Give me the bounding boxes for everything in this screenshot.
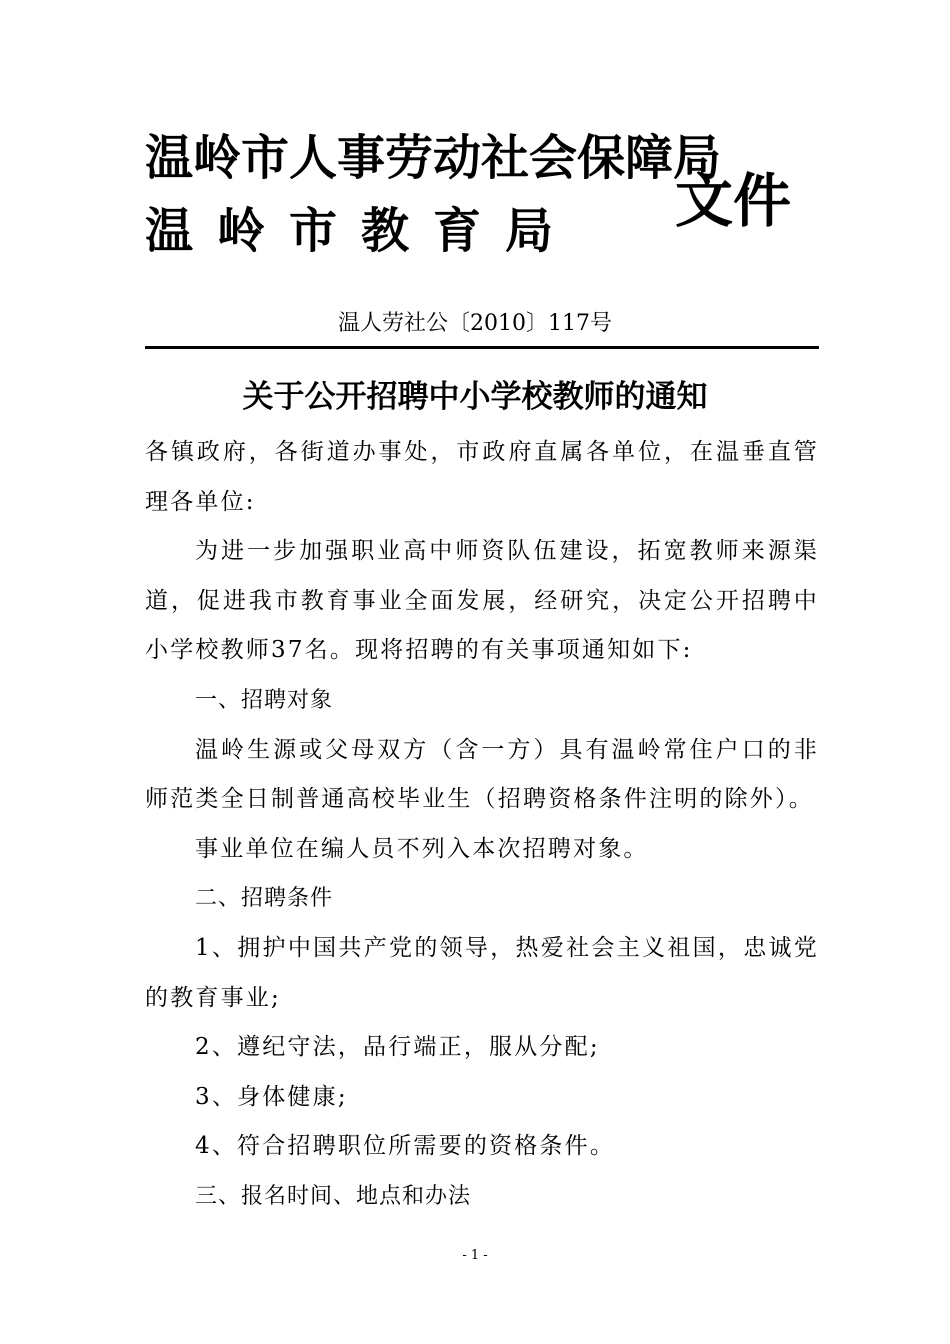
section-2-heading: 二、招聘条件 (195, 886, 334, 912)
section-1-paragraph: 事业单位在编人员不列入本次招聘对象。 (195, 835, 649, 862)
header-divider (145, 346, 819, 349)
condition-item: 3、身体健康; (195, 1083, 348, 1110)
document-body (145, 428, 819, 1222)
section-1-paragraph: 温岭生源或父母双方（含一方）具有温岭常住户口的非师范类全日制普通高校毕业生（招聘资格条件注明的除外）。 (145, 736, 819, 813)
condition-item: 1、拥护中国共产党的领导，热爱社会主义祖国，忠诚党的教育事业; (145, 934, 819, 1011)
document-header (145, 128, 805, 268)
section-3-heading: 三、报名时间、地点和办法 (195, 1183, 472, 1209)
salutation: 各镇政府，各街道办事处，市政府直属各单位，在温垂直管理各单位: (145, 439, 819, 515)
page-number: - 1 - (462, 1248, 488, 1263)
document-type-label: 文件 (675, 167, 792, 235)
condition-item: 4、符合招聘职位所需要的资格条件。 (195, 1133, 616, 1160)
intro-paragraph: 为进一步加强职业高中师资队伍建设，拓宽教师来源渠道，促进我市教育事业全面发展，经研究，决定公开招聘中小学校教师37名。现将招聘的有关事项通知如下: (145, 538, 819, 664)
issuer-line-2: 温岭市教育局 (145, 203, 578, 259)
condition-item: 2、遵纪守法，品行端正，服从分配; (195, 1034, 600, 1061)
issuer-line-1: 温岭市人事劳动社会保障局 (145, 130, 722, 186)
document-title: 关于公开招聘中小学校教师的通知 (242, 379, 708, 415)
section-1-heading: 一、招聘对象 (195, 687, 334, 713)
document-number: 温人劳社公〔2010〕117号 (338, 311, 612, 336)
